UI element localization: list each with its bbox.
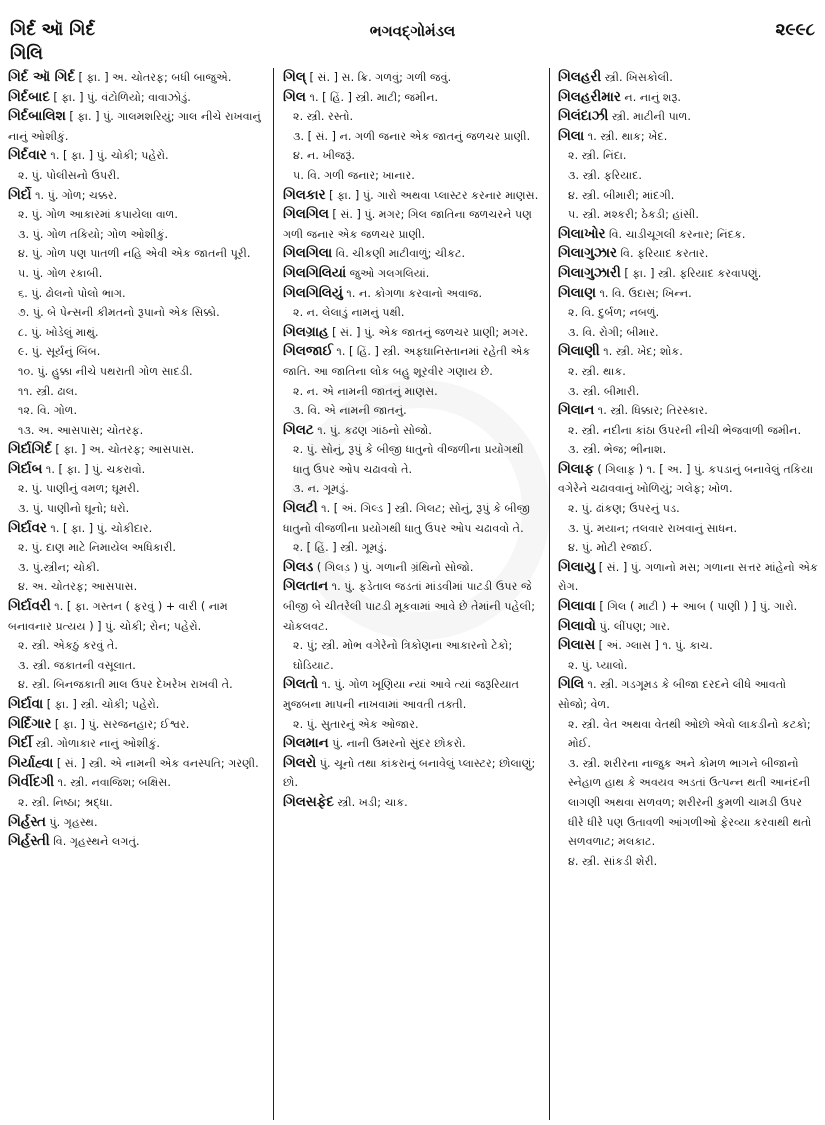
guide-word-first: ગિર્દ ઑ ગિર્દ xyxy=(10,20,95,40)
dictionary-sense xyxy=(8,342,266,362)
definition-text: ૭. પું. બે પેન્સની કીમતનો રૂપાનો એક સિક્કો. xyxy=(18,306,220,320)
definition-text: સ્ત્રી. ગોળાકાર નાનું ઓશીકું. xyxy=(32,737,160,751)
definition-text: [ ફા. ] અ. ચોતરફ; આસપાસ. xyxy=(51,443,195,457)
definition-text: ૨. સ્ત્રી. વેત અથવા વેતથી ઓછો એવો લાકડીનો કટકો; મોઈ. xyxy=(568,717,811,751)
dictionary-sense xyxy=(8,382,266,402)
definition-text: ૬. પું. ઢોલનો પોલો ભાગ. xyxy=(18,286,126,300)
definition-text: ૨. સ્ત્રી. એકઠું કરવું તે. xyxy=(18,639,118,653)
definition-text: ૧. પું. ફડેતાલ જડતાં માંડવીમાં પાટડી ઉપર જે બીજી બે ચીતરેલી પાટડી મૂકવામાં આવે છે તેમાંની પહેલી; ચોકલવટ. xyxy=(283,580,535,633)
headword: ગિર્દબાદ xyxy=(8,89,50,105)
guide-word-last: ગિલિ xyxy=(10,44,43,64)
dictionary-sense xyxy=(283,166,543,186)
definition-text: ૩. પું. મયાન; તલવાર રાખવાનું સાધન. xyxy=(568,521,738,535)
definition-text: [ ફા. ] અ. ચોતરફ; બધી બાજુએ. xyxy=(74,71,232,84)
dictionary-sense xyxy=(558,362,818,382)
definition-text: ૩. પું.સ્ત્રીન; ચોકી. xyxy=(18,560,100,574)
dictionary-sense xyxy=(283,107,543,127)
definition-text: [ સં. ] સ્ત્રી. એ નામની એક વનસ્પતિ; ગરણી. xyxy=(53,756,259,770)
definition-text: ૨. પું. પોલીસનો ઉપરી. xyxy=(18,168,120,182)
dictionary-sense xyxy=(558,656,818,676)
dictionary-entry xyxy=(558,284,818,304)
definition-text: ૩. સ્ત્રી. બીમારી. xyxy=(568,384,640,398)
definition-text: ૧. ન. કોગળા કરવાનો અવાજ. xyxy=(342,286,483,300)
dictionary-column-2 xyxy=(283,68,543,1120)
definition-text: ૨. સ્ત્રી. નિષ્ઠા; શ્રદ્ધા. xyxy=(18,795,113,809)
dictionary-sense xyxy=(558,538,818,558)
headword: ગિલગ્રાહ xyxy=(283,324,329,340)
definition-text: ૮. પું. ખોડેલું માથું. xyxy=(18,325,99,339)
dictionary-entry xyxy=(283,244,543,264)
definition-text: [ ફા. ] સ્ત્રી. ચોકી; પહેરો. xyxy=(43,698,160,711)
dictionary-sense xyxy=(558,852,818,872)
definition-text: ૧૩. અ. આસપાસ; ચોતરફ. xyxy=(18,423,144,437)
definition-text: ૨. પું. ઢાંકણ; ઉપરનું પડ. xyxy=(568,502,680,516)
dictionary-entry xyxy=(558,460,818,499)
dictionary-sense xyxy=(283,715,543,735)
dictionary-entry xyxy=(283,754,543,793)
dictionary-sense xyxy=(8,225,266,245)
definition-text: જુઓ ગલગલિયાં. xyxy=(346,266,430,280)
dictionary-sense xyxy=(8,675,266,695)
dictionary-sense xyxy=(8,538,266,558)
headword: ગિલાયુ xyxy=(558,559,596,575)
headword: ગિલગિલા xyxy=(283,246,333,262)
definition-text: પું. ગૃહસ્થ. xyxy=(45,815,98,829)
headword: ગિર્દાગિર્દ xyxy=(8,442,52,458)
definition-text: ૨. પું. સોનું, રૂપું કે બીજી ધાતુનો વીજળીના પ્રયોગથી ધાતુ ઉપર ઓપ ચઢાવવો તે. xyxy=(293,443,524,476)
dictionary-entry xyxy=(283,205,543,244)
definition-text: ૨. ન. લેલાડું નામનું પક્ષી. xyxy=(293,306,405,320)
definition-text: ૧. સ્ત્રી. ધિક્કાર; તિરસ્કાર. xyxy=(594,404,708,418)
definition-text: ૨. પું. પાણીનું વમળ; ઘૂમરી. xyxy=(18,482,140,496)
definition-text: ૧૧. સ્ત્રી. ઢાલ. xyxy=(18,384,78,398)
definition-text: વિ. ગૃહસ્થને લગતું. xyxy=(49,835,140,849)
definition-text: ૩. પું. પાણીનો ઘૂનો; ધરો. xyxy=(18,502,130,516)
headword: ગિલગિલિયાં xyxy=(283,265,347,281)
definition-text: ૨. પું. પ્યાલો. xyxy=(568,658,628,672)
dictionary-sense xyxy=(558,186,818,206)
headword: ગિલાખોર xyxy=(558,226,606,242)
dictionary-entry xyxy=(558,244,818,264)
dictionary-sense xyxy=(8,479,266,499)
definition-text: વિ. ચીકણી માટીવાળું; ચીકટ. xyxy=(332,247,466,261)
dictionary-entry xyxy=(283,499,543,538)
headword: ગિર્હસ્તી xyxy=(8,834,50,850)
column-divider xyxy=(273,68,274,1120)
definition-text: ૨. વિ. દુર્બળ; નબળું. xyxy=(568,306,660,320)
dictionary-column-3 xyxy=(558,68,818,1120)
headword: ગિર્વીદગી xyxy=(8,775,55,791)
dictionary-sense xyxy=(558,382,818,402)
definition-text: ૨. સ્ત્રી. થાક. xyxy=(568,364,626,378)
headword: ગિલાવો xyxy=(558,618,596,634)
dictionary-sense xyxy=(558,421,818,441)
definition-text: ૫. સ્ત્રી. મશ્કરી; ઠેકડી; હાંસી. xyxy=(568,208,699,222)
definition-text: ૩. સ્ત્રી. ભેજ; ભીનાશ. xyxy=(568,443,667,457)
dictionary-sense xyxy=(283,479,543,499)
definition-text: ૪. ન. ખીજરૂં. xyxy=(293,149,355,163)
headword: ગિર્દવાર xyxy=(8,148,47,164)
dictionary-sense xyxy=(558,519,818,539)
dictionary-entry xyxy=(8,734,266,754)
dictionary-sense xyxy=(283,146,543,166)
headword: ગિર્દાવા xyxy=(8,697,44,712)
headword: ગિર્દાબ xyxy=(8,461,43,477)
dictionary-sense xyxy=(8,499,266,519)
definition-text: ૧. [ ફા. ગસ્તન ( ફરવું ) + વારી ( નામ બનાવનાર પ્રત્યય ) ] પું. ચોકી; રોન; પહેરો. xyxy=(8,600,228,633)
dictionary-entry xyxy=(283,793,543,813)
dictionary-sense xyxy=(283,303,543,323)
headword: ગિલતો xyxy=(283,677,319,693)
dictionary-sense xyxy=(558,323,818,343)
dictionary-entry xyxy=(8,695,266,715)
dictionary-entry xyxy=(558,264,818,284)
headword: ગિર્દિગાર xyxy=(8,716,52,732)
definition-text: ૧. પું. ગોળ; ચક્કર. xyxy=(31,188,118,202)
definition-text: ૧. સ્ત્રી. થાક; ખેદ. xyxy=(584,129,668,143)
dictionary-sense xyxy=(8,205,266,225)
dictionary-sense xyxy=(8,401,266,421)
headword: ગિલરો xyxy=(283,755,317,771)
definition-text: પું. ચૂનો તથા કાંકરાનું બનાવેલું પ્લાસ્ટર; છોલાણું; છો. xyxy=(283,756,536,790)
dictionary-sense xyxy=(558,715,818,754)
definition-text: ૧. પું. કઢણ ગાંઠનો સોજો. xyxy=(313,423,432,437)
headword: ગિલટી xyxy=(283,501,318,517)
dictionary-sense xyxy=(283,401,543,421)
definition-text: ૪. સ્ત્રી. બિનજકાતી માલ ઉપર દેખરેખ રાખવી તે. xyxy=(18,678,233,692)
definition-text: ૩. પું. ગોળ તકિયો; ગોળ ઓશીકું. xyxy=(18,227,169,241)
definition-text: [ સં. ] પું. ગળાનો મસ; ગળાના સત્તર માંહેનો એક રોગ. xyxy=(558,560,818,594)
dictionary-sense xyxy=(8,166,266,186)
dictionary-entry xyxy=(558,617,818,637)
dictionary-sense xyxy=(283,636,543,675)
definition-text: [ ગિલ ( માટી ) + આબ ( પાણી ) ] પું. ગારો. xyxy=(595,600,798,614)
dictionary-entry xyxy=(558,401,818,421)
headword: ગિલ xyxy=(283,89,306,105)
headword: ગિલસફેદ xyxy=(283,794,334,810)
dictionary-entry xyxy=(8,107,266,146)
dictionary-entry xyxy=(558,558,818,597)
definition-text: ૧. [ હિં. ] સ્ત્રી. માટી; જમીન. xyxy=(305,90,439,104)
dictionary-entry xyxy=(8,597,266,636)
definition-text: સ્ત્રી. ખિસકોલી. xyxy=(601,71,673,84)
definition-text: ૪. પું. મોટી રજાઈ. xyxy=(568,541,653,555)
dictionary-entry xyxy=(283,323,543,343)
dictionary-sense xyxy=(8,284,266,304)
definition-text: ( ગિલડ઼ ) પું. ગળાની ગ્રંથિનો સોજો. xyxy=(313,560,474,574)
dictionary-entry xyxy=(8,186,266,206)
dictionary-entry xyxy=(8,773,266,793)
definition-text: ૧. વિ. ઉદાસ; ખિન્ન. xyxy=(595,286,692,300)
dictionary-entry xyxy=(8,519,266,539)
column-divider xyxy=(549,68,550,1120)
headword: ગિલાણી xyxy=(558,344,600,360)
headword: ગિલગિલિયું xyxy=(283,285,343,301)
dictionary-entry xyxy=(558,597,818,617)
definition-text: ૧. સ્ત્રી. ગડગૂમડ કે બીજા દરદને લીધે આવતો સોજો; વેળ. xyxy=(558,678,787,711)
definition-text: ૨. [ હિં. ] સ્ત્રી. ગૂમડું. xyxy=(293,541,388,555)
definition-text: ( ગિલાફ઼ ) ૧. [ અ. ] પું. કપડાનું બનાવેલું તકિયા વગેરેને ચઢાવવાનું ખોળિયું; ગલેફ; ખોળ. xyxy=(558,462,814,496)
headword: ગિર્દબાલિશ xyxy=(8,109,66,125)
dictionary-entry xyxy=(8,146,266,166)
definition-text: ૯. પું. સૂર્યનું બિંબ. xyxy=(18,345,101,359)
dictionary-entry xyxy=(558,342,818,362)
headword: ગિર્દાવરી xyxy=(8,599,51,615)
definition-text: [ સં. ] પું. મગર; ગિલ જાતિના જળચરને પણ ગળી જનાર એક જળચર પ્રાણી. xyxy=(283,208,533,241)
definition-text: ૨. પું; સ્ત્રી. મોભ વગેરેનો ત્રિકોણના આકારનો ટેકો; ઘોડિયાટ. xyxy=(293,639,513,672)
dictionary-entry xyxy=(8,440,266,460)
definition-text: [ અં. ગ્લાસ ] ૧. પું. કાચ. xyxy=(595,639,713,653)
definition-text: ૩. વિ. રોગી; બીમાર. xyxy=(568,325,659,339)
dictionary-entry xyxy=(283,284,543,304)
headword: ગિલંદાઝી xyxy=(558,109,609,125)
dictionary-entry xyxy=(558,88,818,108)
dictionary-entry xyxy=(283,342,543,381)
definition-text: ૨. સ્ત્રી. રસ્તો. xyxy=(293,110,354,124)
definition-text: ૩. સ્ત્રી. ફરિયાદ. xyxy=(568,168,642,182)
dictionary-sense xyxy=(8,636,266,656)
definition-text: ૪. પું. ગોળ પણ પાતળી નહિ એવી એક જાતની પૂરી. xyxy=(18,247,251,261)
dictionary-entry xyxy=(558,675,818,714)
dictionary-sense xyxy=(283,440,543,479)
headword: ગિલાગુઝારી xyxy=(558,265,621,281)
dictionary-sense xyxy=(8,656,266,676)
definition-text: ૧. પું. ગોળ ખૂણિયા ન્યાં આવે ત્યાં જરૂરિયાત મુજબના માપની નાખવામાં આવતી તક્તી. xyxy=(283,678,519,711)
definition-text: વિ. ફરિયાદ કરતાર. xyxy=(616,247,709,261)
headword: ગિલ્ xyxy=(283,70,306,85)
dictionary-entry xyxy=(558,636,818,656)
definition-text: [ ફા. ] પું. સરજનહાર; ઈશ્વર. xyxy=(51,717,190,731)
dictionary-sense xyxy=(8,793,266,813)
headword: ગિલાગુઝાર xyxy=(558,246,617,262)
dictionary-entry xyxy=(283,558,543,578)
definition-text: ૪. સ્ત્રી. સાંકડી શેરી. xyxy=(568,854,658,868)
headword: ગિલકાર xyxy=(283,187,326,203)
definition-text: [ સં. ] સ. ક્રિ. ગળવું; ગળી જવું. xyxy=(305,71,452,84)
dictionary-sense xyxy=(8,264,266,284)
dictionary-entry xyxy=(283,186,543,206)
headword: ગિલજાઈ xyxy=(283,344,333,360)
definition-text: [ ફા. ] પું. ગાલમશરિયું; ગાલ નીચે રાખવાનું નાનું ઓશીકું. xyxy=(8,110,261,143)
dictionary-sense xyxy=(558,440,818,460)
definition-text: ૩. [ સં. ] ન. ગળી જનાર એક જાતનું જળચર પ્રાણી. xyxy=(293,129,531,143)
headword: ગિલાવા xyxy=(558,599,596,615)
dictionary-sense xyxy=(558,166,818,186)
book-title: ભગવદ્ગોમંડલ xyxy=(369,22,456,40)
dictionary-entry xyxy=(8,832,266,852)
headword: ગિર્દ ઑ ગિર્દ xyxy=(8,70,75,85)
headword: ગિલહરી xyxy=(558,70,602,85)
definition-text: ૧. [ ફા. ] પું. ચોકી; પહેરો. xyxy=(46,149,169,163)
definition-text: ૧. સ્ત્રી. નવાજિશ; બક્ષિસ. xyxy=(54,776,171,790)
dictionary-sense xyxy=(558,754,818,852)
definition-text: ૫. વિ. ગળી જનાર; ખાનાર. xyxy=(293,168,415,182)
definition-text: ૨. સ્ત્રી. નિંદા. xyxy=(568,149,627,163)
definition-text: ન. નાનું શરૂ. xyxy=(620,90,681,104)
definition-text: પું. નાની ઉમરનો સુંદર છોકરો. xyxy=(328,737,466,751)
definition-text: ૧. [ હિં. ] સ્ત્રી. અફઘાનિસ્તાનમાં રહેતી એક જાતિ. આ જાતિના લોક બહુ શૂરવીર ગણાય છે. xyxy=(283,345,531,378)
dictionary-entry xyxy=(558,68,818,88)
dictionary-sense xyxy=(558,303,818,323)
dictionary-entry xyxy=(558,225,818,245)
dictionary-entry xyxy=(8,754,266,774)
definition-text: ૧૦. પું. હુક્કા નીચે પથરાતી ગોળ સાદડી. xyxy=(18,364,193,378)
page-header xyxy=(0,0,825,70)
headword: ગિલહરીમાર xyxy=(558,89,621,105)
dictionary-column-1 xyxy=(8,68,266,1120)
definition-text: ૧૨. વિ. ગોળ. xyxy=(18,404,78,418)
page-number: ૨૯૯૮ xyxy=(775,20,815,40)
dictionary-entry xyxy=(8,88,266,108)
dictionary-sense xyxy=(558,205,818,225)
dictionary-sense xyxy=(8,303,266,323)
definition-text: ૧. [ ફા. ] પું. ચોકીદાર. xyxy=(46,521,153,535)
dictionary-entry xyxy=(558,107,818,127)
definition-text: [ ફા. ] પું. ગારો અથવા પ્લાસ્ટર કરનાર માણસ. xyxy=(325,188,539,202)
definition-text: [ સં. ] પું. એક જાતનું જળચર પ્રાણી; મગર. xyxy=(328,325,529,339)
headword: ગિર્હસ્ત xyxy=(8,814,46,830)
definition-text: ૨. સ્ત્રી. નદીના કાંઠા ઉપરની નીચી ભેજવાળી જમીન. xyxy=(568,423,802,437)
dictionary-sense xyxy=(283,127,543,147)
definition-text: ૨. પું. ગોળ આકારમાં કપાયેલા વાળ. xyxy=(18,208,178,222)
definition-text: ૨. પું. દાણ માટે નિમાયેલ અધિકારી. xyxy=(18,541,176,555)
definition-text: વિ. ચાડીચૂગલી કરનાર; નિંદક. xyxy=(605,227,746,241)
definition-text: ૨. પું. સુતારનું એક ઓજાર. xyxy=(293,717,419,731)
definition-text: ૩. ન. ગૂમડું. xyxy=(293,482,349,496)
dictionary-entry xyxy=(8,715,266,735)
headword: ગિર્દો xyxy=(8,187,32,203)
dictionary-entry xyxy=(283,421,543,441)
headword: ગિલાન xyxy=(558,403,595,419)
headword: ગિલટ xyxy=(283,422,314,438)
dictionary-sense xyxy=(558,499,818,519)
dictionary-sense xyxy=(8,558,266,578)
dictionary-entry xyxy=(283,264,543,284)
definition-text: ૪. સ્ત્રી. બીમારી; માંદગી. xyxy=(568,188,675,202)
headword: ગિલમાન xyxy=(283,736,329,752)
headword: ગિલા xyxy=(558,128,585,144)
headword: ગિલડ xyxy=(283,559,314,575)
dictionary-sense xyxy=(8,362,266,382)
dictionary-entry xyxy=(8,813,266,833)
definition-text: ૩. સ્ત્રી. શરીરના નાજુક અને કોમળ ભાગને બીજાનો સ્નેહાળ હાથ કે અવયવ અડતાં ઉત્પન્ન થતી આનંદની લાગણી અથવા સળવળ; શરીરની કુમળી ચામડી ઉપર ધીરે ધીરે પણ ઉતાવળી આંગળીઓ ફેરવ્યા કરવાથી થતો સળવળાટ; મલકાટ. xyxy=(568,756,812,849)
headword: ગિલતાન xyxy=(283,579,329,595)
dictionary-entry xyxy=(283,88,543,108)
dictionary-sense xyxy=(8,421,266,441)
dictionary-entry xyxy=(283,734,543,754)
headword: ગિર્યાહ્વા xyxy=(8,755,54,771)
definition-text: ૩. સ્ત્રી. જકાતની વસૂલાત. xyxy=(18,658,136,672)
definition-text: ૨. ન. એ નામની જાતનું માણસ. xyxy=(293,384,438,398)
dictionary-sense xyxy=(8,577,266,597)
dictionary-sense xyxy=(558,146,818,166)
dictionary-entry xyxy=(283,577,543,636)
definition-text: સ્ત્રી. માટીની પાળ. xyxy=(608,110,691,124)
definition-text: ૧. [ અં. ગિલ્ડ ] સ્ત્રી. ગિલટ; સોનું, રૂપું કે બીજી ધાતુનો વીજળીના પ્રયોગથી ધાતુ ઉપર ઓપ ચઢાવવો તે. xyxy=(283,502,530,535)
headword: ગિલિ xyxy=(558,677,584,693)
dictionary-entry xyxy=(8,68,266,88)
definition-text: ૪. અ. ચોતરફ; આસપાસ. xyxy=(18,580,138,594)
definition-text: ૩. વિ. એ નામની જાતનું. xyxy=(293,404,407,418)
definition-text: ૫. પું. ગોળ રકાબી. xyxy=(18,266,103,280)
definition-text: પું. લીંપણ; ગાર. xyxy=(595,619,671,633)
dictionary-sense xyxy=(8,244,266,264)
dictionary-entry xyxy=(283,675,543,714)
dictionary-entry xyxy=(8,460,266,480)
dictionary-sense xyxy=(8,323,266,343)
dictionary-sense xyxy=(283,538,543,558)
definition-text: ૧. સ્ત્રી. ખેદ; શોક. xyxy=(599,345,683,359)
headword: ગિર્દી xyxy=(8,736,33,752)
dictionary-entry xyxy=(558,127,818,147)
headword: ગિર્દાવર xyxy=(8,520,47,536)
headword: ગિલાણ xyxy=(558,285,596,301)
dictionary-sense xyxy=(283,382,543,402)
headword: ગિલાસ xyxy=(558,638,596,654)
definition-text: ૧. [ ફા. ] પું. ચકરાવો. xyxy=(42,462,146,476)
definition-text: [ ફા. ] સ્ત્રી. ફરિયાદ કરવાપણું. xyxy=(620,266,762,280)
definition-text: સ્ત્રી. ખડી; ચાક. xyxy=(333,795,408,809)
definition-text: [ ફા. ] પું. વંટોળિયો; વાવાઝોડું. xyxy=(49,90,191,104)
headword: ગિલગિલ xyxy=(283,207,329,223)
headword: ગિલાફ xyxy=(558,461,594,477)
dictionary-entry xyxy=(283,68,543,88)
